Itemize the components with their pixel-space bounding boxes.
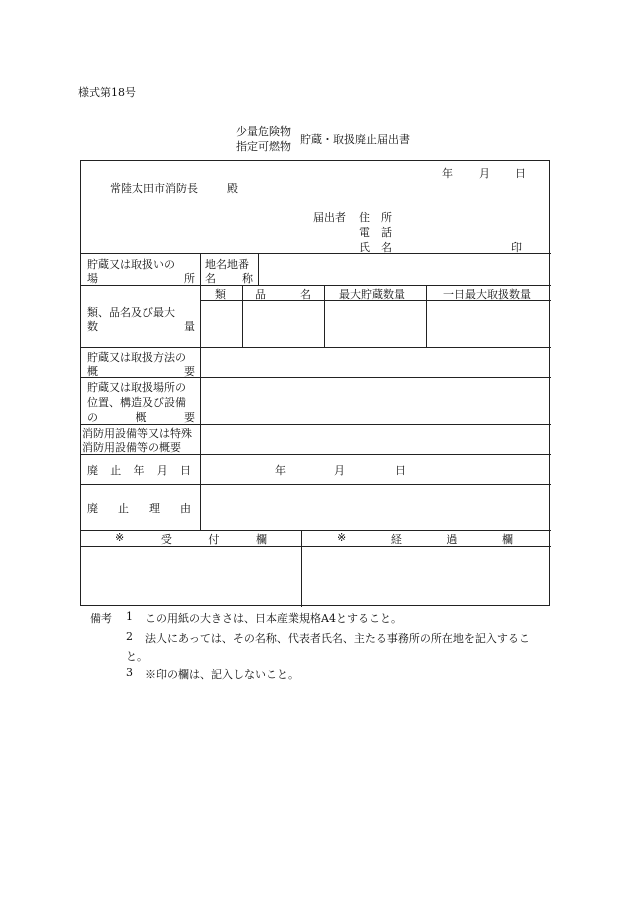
col-divider: [200, 253, 201, 530]
row-divider: [81, 347, 551, 348]
category-label-2: 数 量: [87, 320, 195, 333]
name-label: 氏 名: [359, 241, 392, 254]
reception-label: ※ 受 付 欄: [115, 531, 267, 546]
col-class: 類: [215, 288, 226, 301]
note-number: 1: [126, 610, 133, 623]
location-label: 貯蔵又は取扱場所の: [87, 381, 186, 394]
title-stack: [236, 124, 291, 154]
date-year: 年: [442, 167, 453, 180]
lot-number-label: 地名地番: [205, 258, 249, 271]
note-number: 2: [126, 630, 133, 643]
col-divider: [324, 285, 325, 347]
applicant-label: 届出者: [313, 211, 346, 224]
col-divider: [258, 253, 259, 285]
progress-label: ※ 経 過 欄: [337, 531, 513, 546]
seal-mark: 印: [511, 241, 522, 254]
location-label-2: 位置、構造及び設備: [87, 396, 186, 409]
abolition-date-label: 廃 止 年 月 日: [87, 464, 191, 477]
document-title: 貯蔵・取扱廃止届出書: [300, 133, 410, 146]
method-label: 貯蔵又は取扱方法の: [87, 351, 186, 364]
form-number: 様式第18号: [78, 86, 136, 99]
abolition-month: 月: [334, 464, 345, 477]
category-label: 類、品名及び最大: [87, 306, 175, 319]
col-max-storage: 最大貯蔵数量: [339, 288, 405, 301]
note-number: 3: [126, 666, 133, 679]
title-line2: 指定可燃物: [236, 140, 291, 153]
row-divider: [81, 253, 551, 254]
method-label-2: 概 要: [87, 365, 195, 378]
abolition-year: 年: [275, 464, 286, 477]
fire-equipment-label: 消防用設備等又は特殊: [82, 427, 192, 440]
col-item-name: 品 名: [255, 288, 311, 301]
storage-place-label-2: 場 所: [87, 272, 195, 285]
phone-label: 電 話: [359, 226, 392, 239]
col-max-daily: 一日最大取扱数量: [443, 288, 531, 301]
facility-name-label: 名 称: [205, 272, 253, 285]
note-text: 法人にあっては、その名称、代表者氏名、主たる事務所の所在地を記入するこ: [145, 632, 530, 645]
col-divider: [301, 530, 302, 607]
abolition-day: 日: [395, 464, 406, 477]
title-line1: 少量危険物: [236, 125, 291, 138]
date-day: 日: [515, 167, 526, 180]
note-text-continued: と。: [126, 650, 148, 663]
address-label: 住 所: [359, 211, 392, 224]
note-text: この用紙の大きさは、日本産業規格A4とすること。: [145, 612, 402, 625]
form-table: [80, 160, 550, 606]
abolition-reason-label: 廃 止 理 由: [87, 502, 191, 515]
row-divider: [81, 484, 551, 485]
honorific: 殿: [227, 182, 238, 195]
date-month: 月: [479, 167, 490, 180]
location-label-3: の 概 要: [87, 411, 195, 424]
col-divider: [242, 285, 243, 347]
addressee: 常陸太田市消防長: [110, 182, 198, 195]
notes-header: 備考: [90, 612, 112, 625]
fire-equipment-label-2: 消防用設備等の概要: [82, 441, 181, 454]
col-divider: [426, 285, 427, 347]
note-text: ※印の欄は、記入しないこと。: [145, 668, 299, 681]
storage-place-label: 貯蔵又は取扱いの: [87, 258, 175, 271]
